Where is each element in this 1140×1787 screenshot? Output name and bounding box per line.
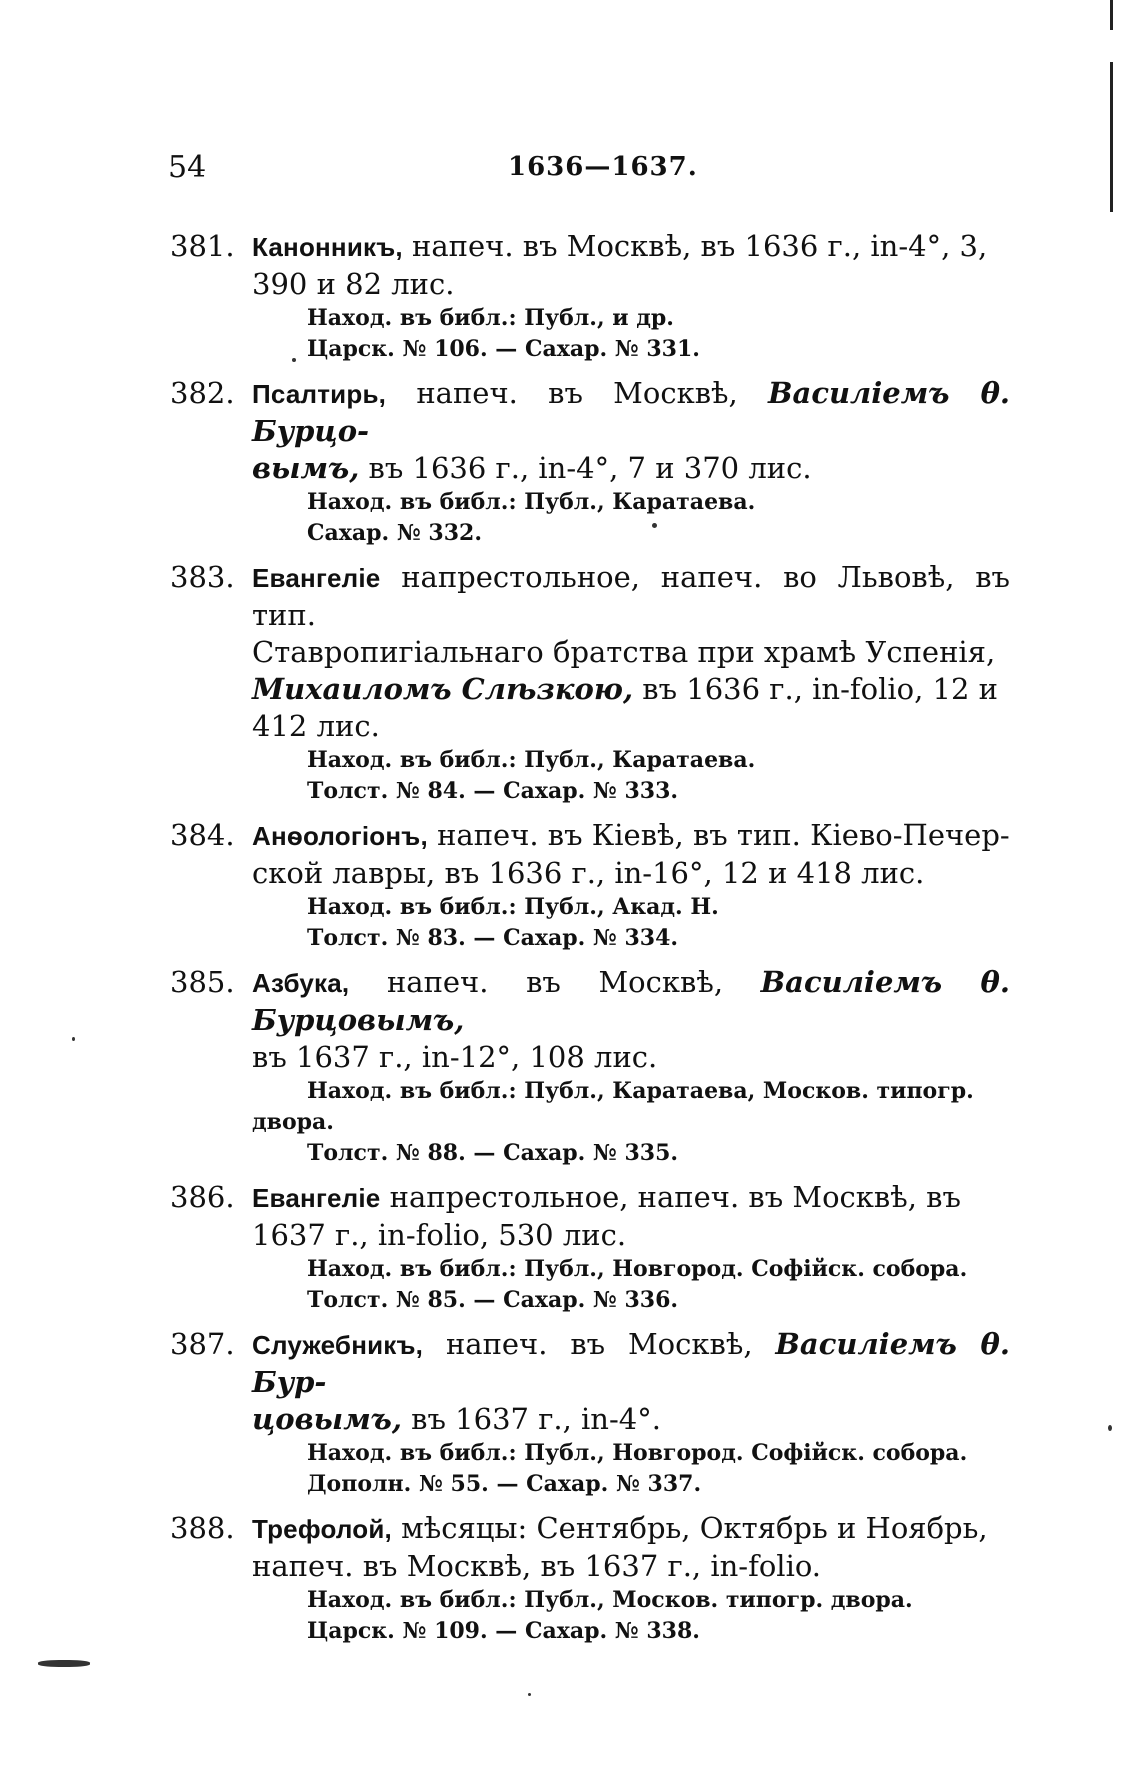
entry-location: Наход. въ библ.: Публ., Каратаева. xyxy=(307,489,756,515)
catalog-entry xyxy=(170,1179,1010,1316)
page-header xyxy=(168,150,1018,190)
entry-description xyxy=(252,559,1010,745)
entry-description xyxy=(252,1510,1010,1585)
entry-number: 381. xyxy=(170,229,235,263)
ink-speck xyxy=(528,1693,531,1696)
entry-printer: вымъ, xyxy=(252,451,360,485)
catalog-entry xyxy=(170,1510,1010,1647)
entry-location xyxy=(252,1076,1010,1138)
entry-text: напеч. въ Москвѣ, въ 1637 г., in-folio. xyxy=(252,1549,822,1583)
entry-number: 388. xyxy=(170,1511,235,1545)
entry-text: напеч. въ Кіевѣ, въ тип. Кіево-Печер- xyxy=(427,818,1010,852)
ink-speck xyxy=(292,358,296,362)
catalog-entry xyxy=(170,1326,1010,1500)
running-head: 1636—1637. xyxy=(508,152,698,182)
entry-printer: цовымъ, xyxy=(252,1402,402,1436)
entry-location: Наход. въ библ.: Публ., Новгород. Софійск. собора. xyxy=(307,1256,968,1282)
scan-edge-line xyxy=(1110,62,1113,212)
entry-text: напеч. въ Москвѣ, въ 1636 г., in-4°, 3, xyxy=(402,229,988,263)
ink-speck xyxy=(72,1037,75,1041)
entry-text: въ 1636 г., in-4°, 7 и 370 лис. xyxy=(359,451,812,485)
entry-title: Евангеліе xyxy=(252,1183,381,1213)
entry-location-line: Наход. въ библ.: Публ., Каратаева, Москов. типогр. xyxy=(307,1078,974,1104)
scan-edge-line xyxy=(1110,0,1113,30)
entry-text: напеч. въ Москвѣ, xyxy=(386,376,769,410)
entry-location: Наход. въ библ.: Публ., и др. xyxy=(307,305,674,331)
entry-title: Псалтирь, xyxy=(252,379,387,409)
entry-location: Наход. въ библ.: Публ., Каратаева. xyxy=(307,747,756,773)
ink-speck xyxy=(652,523,657,528)
entry-location-continuation: двора. xyxy=(252,1109,334,1135)
entry-location: Наход. въ библ.: Публ., Москов. типогр. двора. xyxy=(307,1587,913,1613)
entry-printer: Михаиломъ Слѣзкою, xyxy=(252,672,634,706)
entry-number: 386. xyxy=(170,1180,235,1214)
entry-description xyxy=(252,375,1010,487)
entry-title: Трефолой, xyxy=(252,1514,392,1544)
entry-references: Толст. № 88. — Сахар. № 335. xyxy=(307,1140,679,1166)
ink-smudge xyxy=(38,1660,90,1667)
entry-text: 1637 г., in-folio, 530 лис. xyxy=(252,1218,627,1252)
entry-references: Толст. № 84. — Сахар. № 333. xyxy=(307,778,679,804)
catalog-entry xyxy=(170,559,1010,807)
ink-speck xyxy=(1108,1425,1112,1431)
entry-references: Толст. № 83. — Сахар. № 334. xyxy=(307,925,679,951)
entry-text: 390 и 82 лис. xyxy=(252,267,455,301)
entry-number: 387. xyxy=(170,1327,235,1361)
entry-text: напеч. въ Москвѣ, xyxy=(349,965,761,999)
entry-printer: Василіемъ θ. Бур- xyxy=(252,1327,1010,1399)
entry-references: Царск. № 106. — Сахар. № 331. xyxy=(307,336,700,362)
entry-text: напрестольное, напеч. въ Москвѣ, въ xyxy=(380,1180,961,1214)
page-number: 54 xyxy=(168,150,207,185)
entry-references: Толст. № 85. — Сахар. № 336. xyxy=(307,1287,679,1313)
entry-text: въ 1636 г., in-folio, 12 и xyxy=(633,672,998,706)
entry-description xyxy=(252,228,1010,303)
entry-references: Дополн. № 55. — Сахар. № 337. xyxy=(307,1471,702,1497)
catalog-entry xyxy=(170,375,1010,549)
entry-description xyxy=(252,964,1010,1076)
entry-text: напрестольное, напеч. во Львовѣ, въ тип. xyxy=(252,560,1010,632)
entry-text: 412 лис. xyxy=(252,709,380,743)
entry-title: Анѳологіонъ, xyxy=(252,821,428,851)
entry-text: въ 1637 г., in-4°. xyxy=(401,1402,661,1436)
entry-text: напеч. въ Москвѣ, xyxy=(423,1327,776,1361)
entry-printer: Василіемъ θ. Бурцовымъ, xyxy=(252,965,1010,1037)
entry-title: Канонникъ, xyxy=(252,232,403,262)
entry-text: ской лавры, въ 1636 г., in-16°, 12 и 418 лис. xyxy=(252,856,925,890)
entry-text: мѣсяцы: Сентябрь, Октябрь и Ноябрь, xyxy=(391,1511,988,1545)
entry-references: Сахар. № 332. xyxy=(307,520,482,546)
catalog-entry xyxy=(170,228,1010,365)
entry-title: Азбука, xyxy=(252,968,350,998)
entry-number: 382. xyxy=(170,376,235,410)
entry-printer: Василіемъ θ. Бурцо- xyxy=(252,376,1011,448)
entry-description xyxy=(252,1179,1010,1254)
entry-description xyxy=(252,817,1010,892)
entry-title: Служебникъ, xyxy=(252,1330,424,1360)
entry-description xyxy=(252,1326,1010,1438)
entry-number: 384. xyxy=(170,818,235,852)
entry-number: 385. xyxy=(170,965,235,999)
catalog-entries xyxy=(170,228,1010,1657)
catalog-entry xyxy=(170,817,1010,954)
entry-text: Ставропигіальнаго братства при храмѣ Успенія, xyxy=(252,635,996,669)
entry-location: Наход. въ библ.: Публ., Новгород. Софійск. собора. xyxy=(307,1440,968,1466)
entry-number: 383. xyxy=(170,560,235,594)
catalog-entry xyxy=(170,964,1010,1169)
entry-location: Наход. въ библ.: Публ., Акад. Н. xyxy=(307,894,719,920)
entry-references: Царск. № 109. — Сахар. № 338. xyxy=(307,1618,700,1644)
entry-title: Евангеліе xyxy=(252,563,381,593)
entry-text: въ 1637 г., in-12°, 108 лис. xyxy=(252,1040,658,1074)
